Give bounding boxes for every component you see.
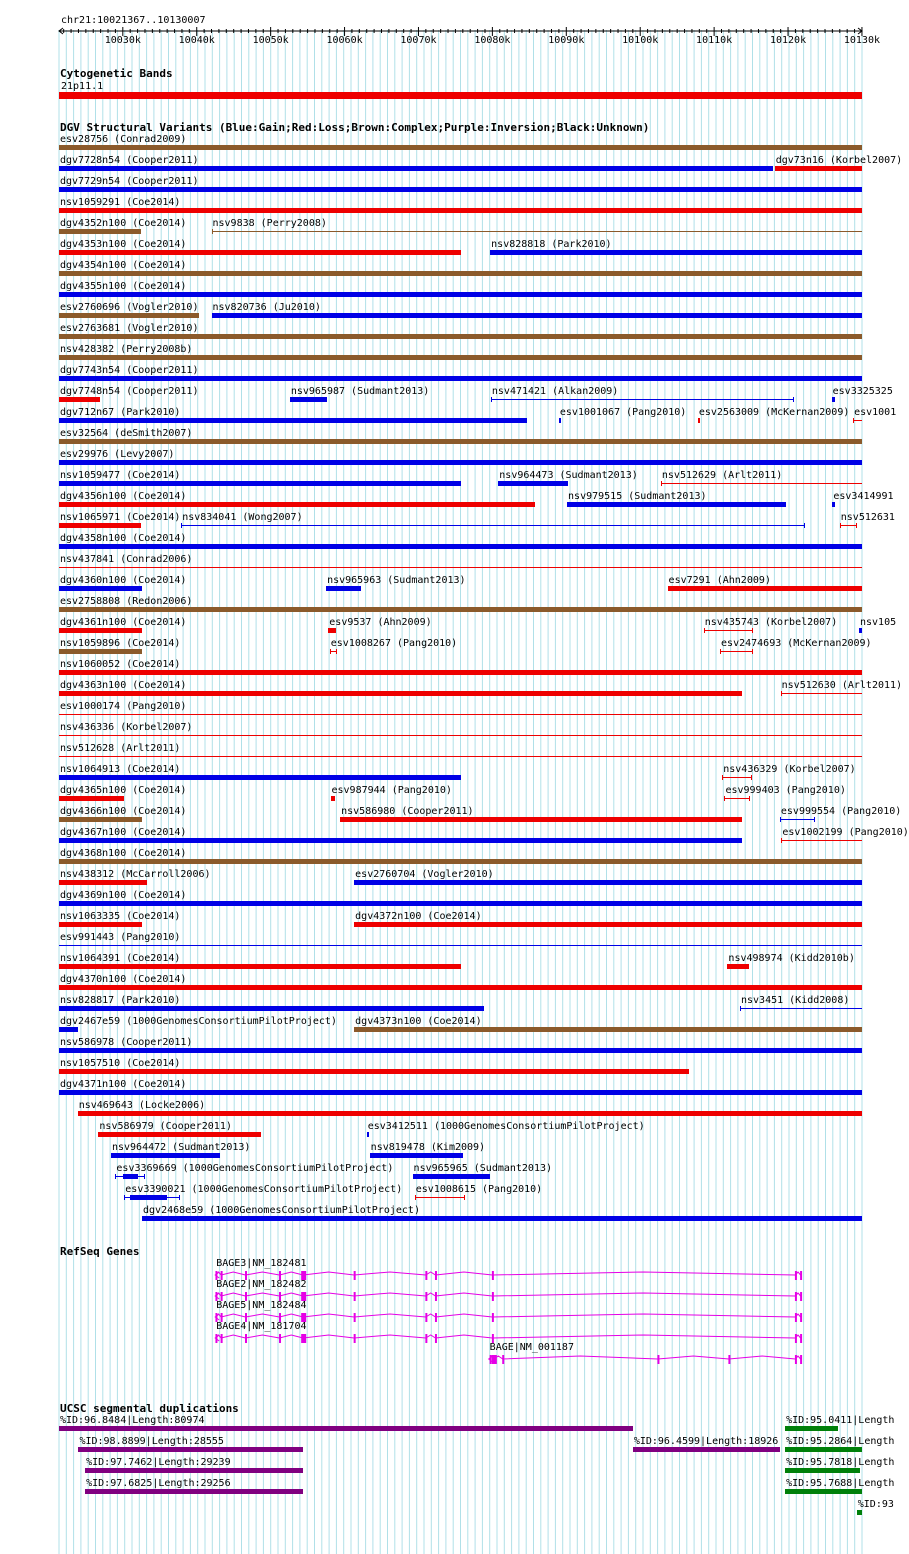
- gene-exon[interactable]: [435, 1271, 437, 1280]
- dgv-label[interactable]: nsv1059896 (Coe2014): [60, 638, 181, 649]
- gene-exon[interactable]: [728, 1355, 730, 1364]
- dgv-label[interactable]: esv3412511 (1000GenomesConsortiumPilotProject): [367, 1121, 645, 1132]
- dgv-label[interactable]: nsv1059477 (Coe2014): [60, 470, 181, 481]
- dgv-label[interactable]: nsv498974 (Kidd2010b): [728, 953, 855, 964]
- ruler-tick-label: 10090k: [548, 35, 585, 46]
- gene-label[interactable]: BAGE2|NM_182482: [216, 1279, 307, 1290]
- dgv-label[interactable]: dgv7728n54 (Cooper2011): [60, 155, 199, 166]
- dgv-label[interactable]: dgv4367n100 (Coe2014): [60, 827, 187, 838]
- dgv-label[interactable]: esv1008267 (Pang2010): [330, 638, 458, 649]
- dgv-label[interactable]: nsv512628 (Arlt2011): [60, 743, 181, 754]
- segdups-label[interactable]: %ID:96.4599|Length:18926: [633, 1436, 779, 1447]
- segdups-label[interactable]: %ID:95.7818|Length: [786, 1457, 895, 1468]
- gene-exon[interactable]: [795, 1334, 797, 1343]
- gene-exon[interactable]: [301, 1334, 306, 1343]
- dgv-label[interactable]: nsv965963 (Sudmant2013): [327, 575, 466, 586]
- dgv-label[interactable]: dgv4358n100 (Coe2014): [60, 533, 187, 544]
- segdups-label[interactable]: %ID:93: [857, 1499, 894, 1510]
- dgv-label[interactable]: nsv9838 (Perry2008): [212, 218, 327, 229]
- segdups-label[interactable]: %ID:95.0411|Length: [786, 1415, 895, 1426]
- dgv-label[interactable]: esv3369669 (1000GenomesConsortiumPilotProject): [116, 1163, 394, 1174]
- gene-exon[interactable]: [354, 1334, 356, 1343]
- dgv-label[interactable]: dgv4369n100 (Coe2014): [60, 890, 187, 901]
- gene-exon[interactable]: [425, 1313, 427, 1322]
- dgv-label[interactable]: nsv586980 (Cooper2011): [341, 806, 474, 817]
- refseq-track-title[interactable]: RefSeq Genes: [60, 1245, 140, 1258]
- segdups-feature-bar[interactable]: [857, 1510, 862, 1515]
- dgv-label[interactable]: nsv965965 (Sudmant2013): [413, 1163, 553, 1174]
- dgv-label[interactable]: dgv4353n100 (Coe2014): [60, 239, 187, 250]
- dgv-label[interactable]: nsv512630 (Arlt2011): [781, 680, 903, 691]
- gene-label[interactable]: BAGE5|NM_182484: [216, 1300, 307, 1311]
- gene-exon[interactable]: [425, 1334, 427, 1343]
- dgv-label[interactable]: dgv4355n100 (Coe2014): [60, 281, 187, 292]
- dgv-label[interactable]: dgv7748n54 (Cooper2011): [60, 386, 199, 397]
- dgv-label[interactable]: esv29976 (Levy2007): [60, 449, 175, 460]
- dgv-label[interactable]: nsv819478 (Kim2009): [370, 1142, 486, 1153]
- gene-exon[interactable]: [795, 1271, 797, 1280]
- segdups-label[interactable]: %ID:97.6825|Length:29256: [86, 1478, 231, 1489]
- segdups-feature-bar[interactable]: [785, 1468, 860, 1473]
- dgv-label[interactable]: nsv828817 (Park2010): [60, 995, 181, 1006]
- dgv-label[interactable]: nsv469643 (Locke2006): [78, 1100, 206, 1111]
- segdups-label[interactable]: %ID:97.7462|Length:29239: [86, 1457, 231, 1468]
- gene-intron: [490, 1356, 800, 1359]
- dgv-label[interactable]: nsv979515 (Sudmant2013): [568, 491, 707, 502]
- gene-exon[interactable]: [435, 1313, 437, 1322]
- dgv-label[interactable]: dgv4361n100 (Coe2014): [60, 617, 187, 628]
- dgv-label[interactable]: esv1001067 (Pang2010): [559, 407, 687, 418]
- dgv-label[interactable]: nsv437841 (Conrad2006): [60, 554, 193, 565]
- dgv-label[interactable]: nsv965987 (Sudmant2013): [290, 386, 430, 397]
- gene-label[interactable]: BAGE|NM_001187: [489, 1342, 574, 1353]
- segdups-label[interactable]: %ID:98.8899|Length:28555: [79, 1436, 224, 1447]
- dgv-label[interactable]: esv28756 (Conrad2009): [60, 134, 187, 145]
- cytoband-track-title[interactable]: Cytogenetic Bands: [60, 67, 173, 80]
- gene-exon[interactable]: [795, 1355, 797, 1364]
- gene-exon[interactable]: [800, 1292, 802, 1301]
- dgv-label[interactable]: esv2474693 (McKernan2009): [721, 638, 872, 649]
- gene-exon[interactable]: [425, 1292, 427, 1301]
- dgv-label[interactable]: dgv4372n100 (Coe2014): [355, 911, 482, 922]
- dgv-label[interactable]: dgv7729n54 (Cooper2011): [60, 176, 199, 187]
- gene-exon[interactable]: [492, 1292, 494, 1301]
- cytoband-label: 21p11.1: [61, 81, 104, 92]
- segdups-feature-bar[interactable]: [59, 1426, 633, 1431]
- dgv-label[interactable]: esv2763681 (Vogler2010): [60, 323, 199, 334]
- dgv-label[interactable]: nsv428382 (Perry2008b): [60, 344, 193, 355]
- dgv-label[interactable]: dgv4356n100 (Coe2014): [60, 491, 187, 502]
- ruler-tick-label: 10050k: [252, 35, 289, 46]
- gene-label[interactable]: BAGE4|NM_181704: [216, 1321, 307, 1332]
- ruler-tick-label: 10060k: [326, 35, 363, 46]
- gene-exon[interactable]: [492, 1271, 494, 1280]
- dgv-label[interactable]: esv2760696 (Vogler2010): [60, 302, 199, 313]
- dgv-label[interactable]: esv1002199 (Pang2010): [782, 827, 909, 838]
- gene-exon[interactable]: [425, 1271, 427, 1280]
- segdups-feature-bar[interactable]: [785, 1426, 838, 1431]
- gene-label[interactable]: BAGE3|NM_182481: [216, 1258, 307, 1269]
- dgv-track-title[interactable]: DGV Structural Variants (Blue:Gain;Red:Loss;Brown:Complex;Purple:Inversion;Black:Unknown): [60, 121, 650, 134]
- dgv-label[interactable]: esv2758808 (Redon2006): [60, 596, 193, 607]
- dgv-label[interactable]: esv999554 (Pang2010): [780, 806, 902, 817]
- dgv-label[interactable]: esv991443 (Pang2010): [60, 932, 181, 943]
- dgv-label[interactable]: esv3390021 (1000GenomesConsortiumPilotProject): [125, 1184, 403, 1195]
- gene-exon[interactable]: [657, 1355, 659, 1364]
- gene-exon[interactable]: [800, 1271, 802, 1280]
- dgv-label[interactable]: dgv4370n100 (Coe2014): [60, 974, 187, 985]
- dgv-label[interactable]: nsv1060052 (Coe2014): [60, 659, 181, 670]
- dgv-label[interactable]: nsv834041 (Wong2007): [182, 512, 303, 523]
- dgv-label[interactable]: esv1000174 (Pang2010): [60, 701, 187, 712]
- dgv-label[interactable]: esv999403 (Pang2010): [725, 785, 846, 796]
- dgv-label[interactable]: nsv1064391 (Coe2014): [60, 953, 181, 964]
- dgv-label[interactable]: nsv512631: [840, 512, 895, 523]
- gene-exon[interactable]: [800, 1334, 802, 1343]
- dgv-label[interactable]: esv3414991: [833, 491, 894, 502]
- ruler-tick-label: 10100k: [622, 35, 659, 46]
- dgv-label[interactable]: dgv712n67 (Park2010): [60, 407, 181, 418]
- segdups-label[interactable]: %ID:95.7688|Length: [786, 1478, 895, 1489]
- dgv-label[interactable]: nsv436329 (Korbel2007): [723, 764, 856, 775]
- gene-exon[interactable]: [435, 1292, 437, 1301]
- dgv-label[interactable]: dgv4368n100 (Coe2014): [60, 848, 187, 859]
- dgv-label[interactable]: dgv4366n100 (Coe2014): [60, 806, 187, 817]
- segdups-feature-bar[interactable]: [85, 1468, 303, 1473]
- dgv-label[interactable]: nsv1057510 (Coe2014): [60, 1058, 181, 1069]
- dgv-label[interactable]: dgv4354n100 (Coe2014): [60, 260, 187, 271]
- dgv-label[interactable]: dgv4363n100 (Coe2014): [60, 680, 187, 691]
- dgv-label[interactable]: nsv436336 (Korbel2007): [60, 722, 193, 733]
- gene-exon[interactable]: [245, 1334, 247, 1343]
- ruler-tick-label: 10130k: [843, 35, 880, 46]
- position-label: chr21:10021367..10130007: [61, 15, 206, 26]
- dgv-label[interactable]: esv3325325: [832, 386, 893, 397]
- dgv-label[interactable]: nsv586979 (Cooper2011): [99, 1121, 232, 1132]
- dgv-label[interactable]: esv2563009 (McKernan2009): [698, 407, 850, 418]
- dgv-label[interactable]: nsv964473 (Sudmant2013): [499, 470, 638, 481]
- dgv-label[interactable]: dgv2467e59 (1000GenomesConsortiumPilotProject): [60, 1016, 337, 1027]
- ruler-tick-label: 10120k: [769, 35, 807, 46]
- dgv-label[interactable]: dgv4365n100 (Coe2014): [60, 785, 187, 796]
- dgv-label[interactable]: esv7291 (Ahn2009): [668, 575, 771, 586]
- dgv-label[interactable]: esv1001: [854, 407, 897, 418]
- dgv-label[interactable]: nsv820736 (Ju2010): [212, 302, 321, 313]
- dgv-label[interactable]: dgv4373n100 (Coe2014): [355, 1016, 482, 1027]
- gene-exon[interactable]: [502, 1355, 504, 1364]
- dgv-label[interactable]: dgv73n16 (Korbel2007): [775, 155, 903, 166]
- gene-exon[interactable]: [354, 1313, 356, 1322]
- ruler-tick-label: 10030k: [104, 35, 141, 46]
- dgv-label[interactable]: dgv4371n100 (Coe2014): [60, 1079, 187, 1090]
- gene-exon[interactable]: [221, 1334, 223, 1343]
- dgv-label[interactable]: nsv1063335 (Coe2014): [60, 911, 181, 922]
- dgv-label[interactable]: nsv105: [859, 617, 897, 628]
- dgv-label[interactable]: nsv512629 (Arlt2011): [661, 470, 783, 481]
- dgv-label[interactable]: nsv1059291 (Coe2014): [60, 197, 181, 208]
- dgv-label[interactable]: dgv4352n100 (Coe2014): [60, 218, 187, 229]
- dgv-label[interactable]: nsv1064913 (Coe2014): [60, 764, 181, 775]
- dgv-label[interactable]: dgv2468e59 (1000GenomesConsortiumPilotProject): [143, 1205, 420, 1216]
- dgv-label[interactable]: nsv3451 (Kidd2008): [740, 995, 850, 1006]
- segdups-feature-bar[interactable]: [785, 1447, 862, 1452]
- dgv-label[interactable]: nsv471421 (Alkan2009): [491, 386, 619, 397]
- segdups-label[interactable]: %ID:95.2864|Length: [786, 1436, 895, 1447]
- dgv-label[interactable]: nsv586978 (Cooper2011): [60, 1037, 193, 1048]
- dgv-label[interactable]: nsv435743 (Korbel2007): [704, 617, 838, 628]
- dgv-label[interactable]: esv2760704 (Vogler2010): [355, 869, 494, 880]
- segdups-feature-bar[interactable]: [85, 1489, 303, 1494]
- dgv-label[interactable]: nsv1065971 (Coe2014): [60, 512, 181, 523]
- dgv-label[interactable]: nsv438312 (McCarroll2006): [60, 869, 211, 880]
- segdup-track-title[interactable]: UCSC segmental duplications: [60, 1402, 239, 1415]
- ruler-tick-label: 10110k: [696, 35, 733, 46]
- segdups-feature-bar[interactable]: [78, 1447, 303, 1452]
- dgv-label[interactable]: esv9537 (Ahn2009): [329, 617, 432, 628]
- dgv-label[interactable]: esv987944 (Pang2010): [331, 785, 452, 796]
- ruler-tick-label: 10070k: [400, 35, 437, 46]
- gene-exon[interactable]: [795, 1313, 797, 1322]
- segdups-feature-bar[interactable]: [785, 1489, 862, 1494]
- dgv-label[interactable]: nsv828818 (Park2010): [491, 239, 612, 250]
- gene-exon[interactable]: [800, 1355, 802, 1364]
- gene-exon[interactable]: [492, 1313, 494, 1322]
- gene-exon[interactable]: [800, 1313, 802, 1322]
- dgv-label[interactable]: dgv4360n100 (Coe2014): [60, 575, 187, 586]
- gene-exon[interactable]: [435, 1334, 437, 1343]
- gene-exon[interactable]: [279, 1334, 281, 1343]
- segdups-label[interactable]: %ID:96.8484|Length:80974: [60, 1415, 205, 1426]
- gene-exon[interactable]: [795, 1292, 797, 1301]
- ruler-tick-label: 10080k: [474, 35, 511, 46]
- segdups-feature-bar[interactable]: [633, 1447, 780, 1452]
- gene-exon[interactable]: [354, 1271, 356, 1280]
- dgv-label[interactable]: dgv7743n54 (Cooper2011): [60, 365, 199, 376]
- gene-exon[interactable]: [354, 1292, 356, 1301]
- dgv-label[interactable]: esv32564 (deSmith2007): [60, 428, 193, 439]
- ruler-tick-label: 10040k: [178, 35, 215, 46]
- dgv-label[interactable]: nsv964472 (Sudmant2013): [111, 1142, 251, 1153]
- dgv-label[interactable]: esv1008615 (Pang2010): [415, 1184, 543, 1195]
